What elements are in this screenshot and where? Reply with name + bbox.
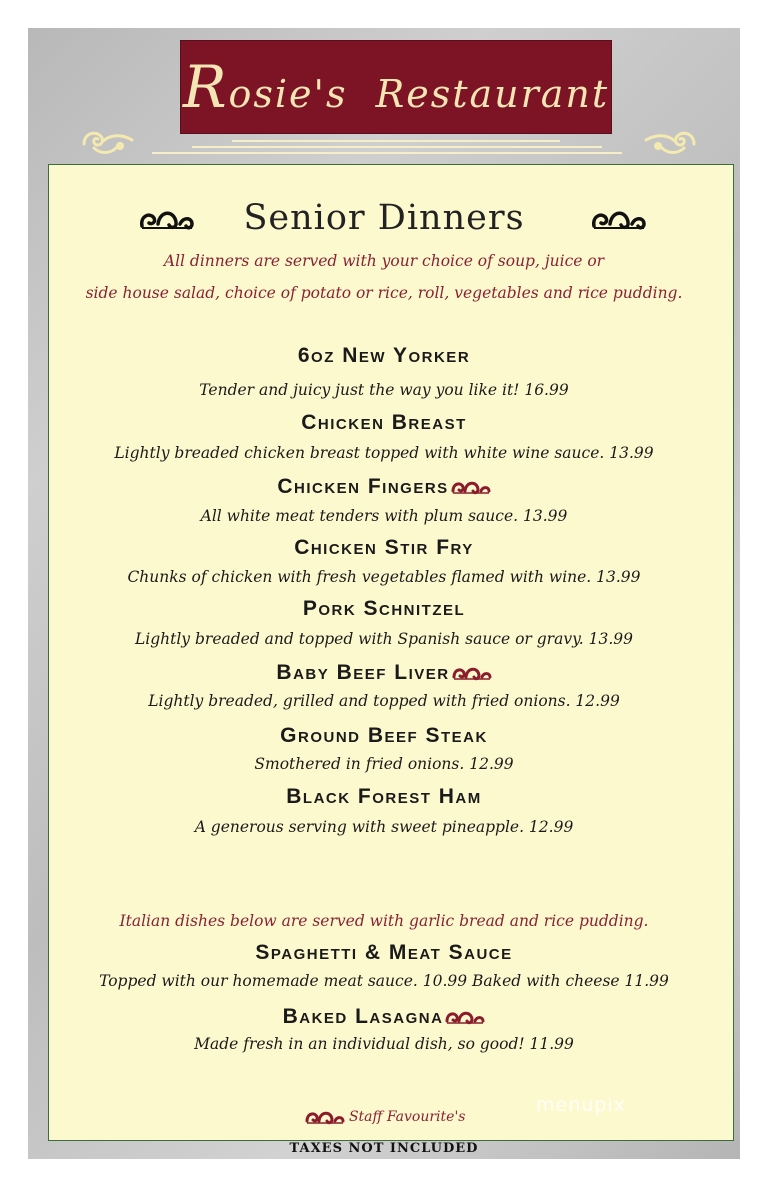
section-intro-line-2: side house salad, choice of potato or rice, roll, vegetables and rice pudding. — [85, 284, 683, 302]
dish-name: Chicken Fingers — [277, 475, 449, 498]
dish-name: Chicken Breast — [301, 411, 467, 434]
dish-row-favourite — [0, 475, 768, 499]
dish-description: A generous serving with sweet pineapple. 12.99 — [194, 818, 574, 836]
dish-description: All white meat tenders with plum sauce. 13.99 — [200, 507, 568, 525]
title-underline-top — [232, 140, 560, 142]
dish-name: Black Forest Ham — [286, 785, 482, 808]
restaurant-title-banner — [180, 40, 612, 134]
staff-favourite-icon — [451, 477, 491, 497]
dish-name: Spaghetti & Meat Sauce — [255, 941, 513, 964]
dish-description: Smothered in fried onions. 12.99 — [254, 755, 514, 773]
dish-row-favourite — [0, 661, 768, 685]
dish-description: Made fresh in an individual dish, so good! 11.99 — [194, 1035, 574, 1053]
legend-label: Staff Favourite's — [348, 1109, 466, 1125]
staff-favourite-icon — [305, 1107, 345, 1127]
dish-description: Chunks of chicken with fresh vegetables flamed with wine. 13.99 — [127, 568, 641, 586]
dish-description: Tender and juicy just the way you like it! 16.99 — [199, 381, 569, 399]
staff-favourite-icon — [445, 1007, 485, 1027]
section-title: Senior Dinners — [243, 198, 525, 238]
dish-description: Lightly breaded chicken breast topped with white wine sauce. 13.99 — [114, 444, 654, 462]
dish-name: 6oz New Yorker — [297, 344, 471, 367]
italian-intro: Italian dishes below are served with garlic bread and rice pudding. — [119, 912, 649, 930]
title-underline-bottom — [152, 152, 622, 154]
taxes-notice: TAXES NOT INCLUDED — [289, 1141, 479, 1156]
dish-description: Topped with our homemade meat sauce. 10.99 Baked with cheese 11.99 — [99, 972, 669, 990]
staff-favourite-legend — [0, 1107, 768, 1127]
restaurant-title: Rosie's Restaurant — [182, 53, 610, 121]
right-gold-scroll-ornament-icon — [642, 124, 698, 158]
dish-name: Baby Beef Liver — [276, 661, 450, 684]
dish-name: Pork Schnitzel — [302, 597, 466, 620]
menupix-watermark: menupix — [536, 1094, 626, 1116]
dish-name: Chicken Stir Fry — [294, 536, 474, 559]
dish-description: Lightly breaded and topped with Spanish sauce or gravy. 13.99 — [134, 630, 634, 648]
dish-name: Baked Lasagna — [282, 1005, 444, 1028]
left-gold-scroll-ornament-icon — [80, 124, 136, 158]
menu-panel — [48, 164, 734, 1141]
title-underline-middle — [192, 146, 602, 148]
dish-name: Ground Beef Steak — [280, 724, 488, 747]
dish-description: Lightly breaded, grilled and topped with fried onions. 12.99 — [148, 692, 620, 710]
staff-favourite-icon — [452, 663, 492, 683]
section-intro-line-1: All dinners are served with your choice of soup, juice or — [163, 252, 605, 270]
dish-row-favourite — [0, 1005, 768, 1029]
